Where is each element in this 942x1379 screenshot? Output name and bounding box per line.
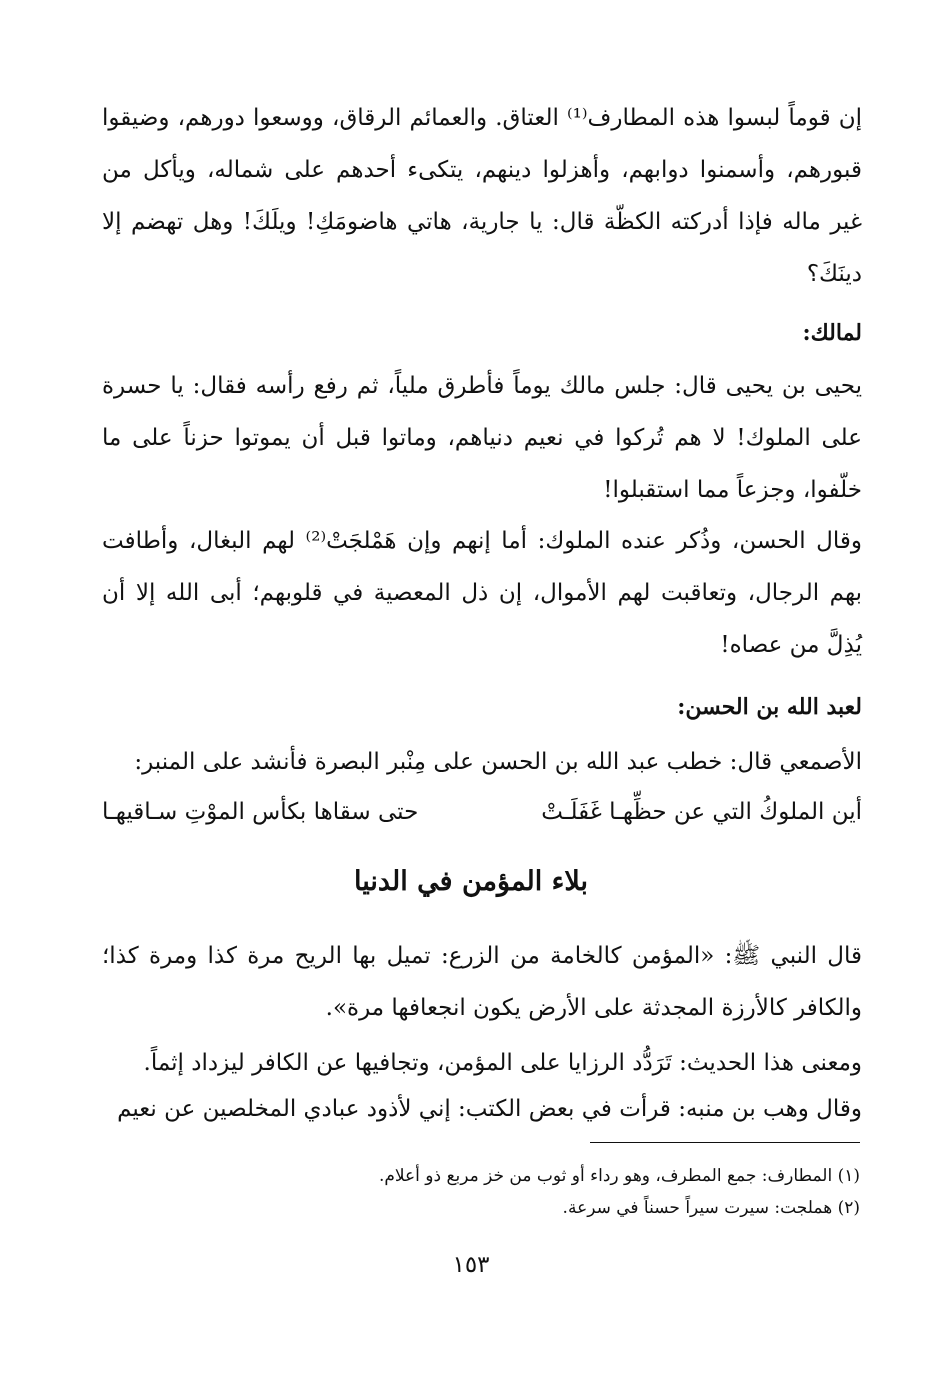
paragraph-4 [102, 736, 862, 788]
paragraph-3 [102, 515, 862, 671]
verse-second-hemistich: حتى سقاها بكأس الموْتِ سـاقيهـا [102, 799, 419, 825]
paragraph-text: وقال الحسن، وذُكر عنده الملوك: أما إنهم وإن هَمْلجَتْ⁽²⁾ لهم البغال، وأطافت بهم الرجال، وتعاقبت لهم الأموال، إن ذل المعصية في قلوبهم؛ أبى الله إلا أن يُذِلَّ من عصاه! [102, 528, 862, 658]
heading-malik [102, 318, 862, 348]
paragraph-text: ومعنى هذا الحديث: تَرَدُّد الرزايا على المؤمن، وتجافيها عن الكافر ليزداد إثماً. [143, 1050, 862, 1076]
section-title: بلاء المؤمن في الدنيا [353, 866, 589, 897]
verse-first-hemistich: أين الملوكُ التي عن حظِّهـا غَفَلَـتْ [541, 799, 862, 825]
paragraph-text: الأصمعي قال: خطب عبد الله بن الحسن على مِنْبر البصرة فأنشد على المنبر: [134, 749, 862, 775]
poem-verse [102, 792, 862, 832]
footnote-2: (٢) هملجت: سيرت سيراً حسناً في سرعة. [562, 1198, 860, 1218]
paragraph-7 [102, 1086, 862, 1132]
paragraph-1 [102, 92, 862, 300]
heading-abdallah [102, 692, 862, 722]
paragraph-text: يحيى بن يحيى قال: جلس مالك يوماً فأطرق ملياً، ثم رفع رأسه فقال: يا حسرة على الملوك! لا هم تُركوا في نعيم دنياهم، وماتوا قبل أن يموتوا حزناً على ما خلّفوا، وجزعاً مما استقبلوا! [102, 373, 862, 503]
section-heading: لمالك: [802, 320, 862, 346]
paragraph-6 [102, 1040, 862, 1086]
paragraph-text: قال النبي ﷺ: «المؤمن كالخامة من الزرع: تميل بها الريح مرة كذا ومرة كذا؛ والكافر كالأرزة المجدثة على الأرض يكون انجعافها مرة». [102, 943, 862, 1021]
paragraph-text: إن قوماً لبسوا هذه المطارف⁽¹⁾ العتاق. والعمائم الرقاق، ووسعوا دورهم، وضيقوا قبورهم، وأسمنوا دوابهم، وأهزلوا دينهم، يتكىء أحدهم على شماله، ويأكل من غير ماله فإذا أدركته الكظّة قال: يا جارية، هاتي هاضومَكِ! ويلَكَ! وهل تهضم إلا دينَكَ؟ [102, 105, 862, 287]
footnote-divider [590, 1142, 860, 1143]
paragraph-text: وقال وهب بن منبه: قرأت في بعض الكتب: إني لأذود عبادي المخلصين عن نعيم [117, 1096, 862, 1122]
paragraph-2 [102, 360, 862, 516]
paragraph-5 [102, 930, 862, 1034]
page-number: ١٥٣ [452, 1252, 490, 1278]
section-heading: لعبد الله بن الحسن: [677, 694, 862, 720]
footnote-1: (١) المطارف: جمع المطرف، وهو رداء أو ثوب من خز مربع ذو أعلام. [378, 1166, 860, 1186]
